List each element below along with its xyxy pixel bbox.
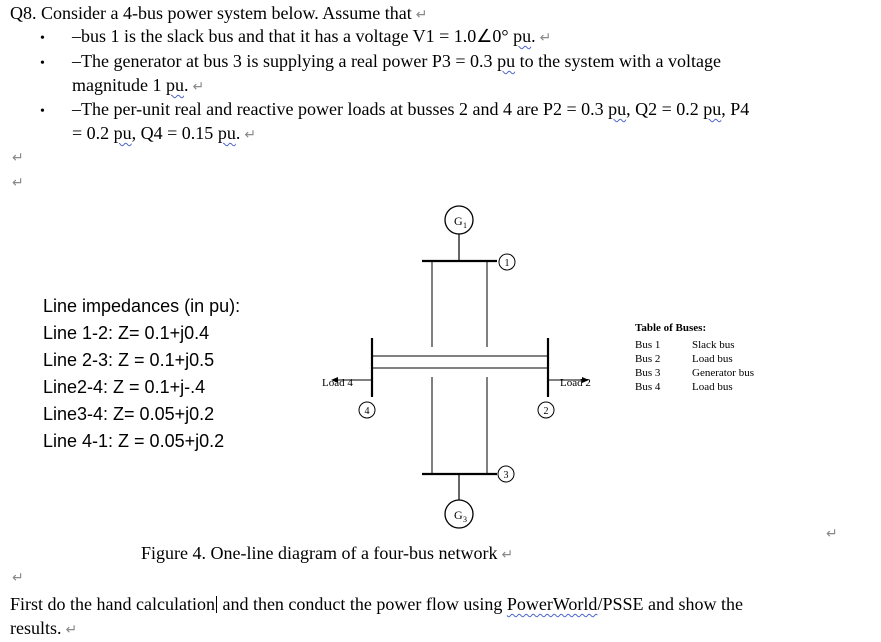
svg-text:1: 1 xyxy=(504,258,510,269)
text-cursor xyxy=(216,596,217,613)
bus-table-row: Bus 1 xyxy=(635,339,661,351)
impedance-line-1-2: Line 1-2: Z= 0.1+j0.4 xyxy=(43,323,210,343)
bullet-1-text: –bus 1 is the slack bus and that it has a voltage V1 = 1.0∠0° pu. ↵ xyxy=(72,26,552,46)
bus-table-row-type: Generator bus xyxy=(692,367,755,379)
bus-table-row-type: Load bus xyxy=(692,353,733,365)
paragraph-mark: ↵ xyxy=(12,176,24,191)
impedance-title: Line impedances (in pu): xyxy=(43,296,241,316)
svg-text:3: 3 xyxy=(503,470,509,481)
bullet-2-text-line1: –The generator at bus 3 is supplying a real power P3 = 0.3 pu to the system with a voltage xyxy=(72,51,722,71)
load-2-label: Load 2 xyxy=(560,377,591,389)
paragraph-mark: ↵ xyxy=(12,151,24,166)
powerworld-link[interactable]: PowerWorld xyxy=(506,594,598,614)
figure-caption: Figure 4. One-line diagram of a four-bus network ↵ xyxy=(141,543,514,563)
bus-table-row: Bus 4 xyxy=(635,381,661,393)
paragraph-mark: ↵ xyxy=(826,527,838,542)
bus-1-label xyxy=(499,254,515,270)
impedance-line-2-3: Line 2-3: Z = 0.1+j0.5 xyxy=(43,350,215,370)
svg-text:1: 1 xyxy=(463,221,467,230)
bus-table-row: Bus 2 xyxy=(635,353,661,365)
svg-text:G: G xyxy=(454,214,463,228)
paragraph-mark: ↵ xyxy=(12,571,24,586)
bus-table-title: Table of Buses: xyxy=(635,322,707,334)
load-4-label: Load 4 xyxy=(322,377,353,389)
instruction-line-1: First do the hand calculation and then conduct the power flow using PowerWorld/PSSE and show the xyxy=(10,594,743,614)
impedance-line-2-4: Line2-4: Z = 0.1+j-.4 xyxy=(43,377,206,397)
bullet-3-text-line1: –The per-unit real and reactive power loads at busses 2 and 4 are P2 = 0.3 pu, Q2 = 0.2 pu, P4 xyxy=(72,99,750,119)
bus-2-label xyxy=(538,402,554,418)
bullet-2-text-line2: magnitude 1 pu. ↵ xyxy=(72,75,205,95)
generator-1-icon xyxy=(445,206,473,234)
bus-table-row-type: Load bus xyxy=(692,381,733,393)
bullet-marker: • xyxy=(40,31,45,46)
svg-text:4: 4 xyxy=(364,406,370,417)
bus-3-label xyxy=(498,466,514,482)
instruction-line-2: results. ↵ xyxy=(10,618,78,638)
svg-text:2: 2 xyxy=(543,406,549,417)
bullet-marker: • xyxy=(40,104,45,119)
bullet-marker: • xyxy=(40,56,45,71)
generator-3-icon xyxy=(445,500,473,528)
bus-table-row-type: Slack bus xyxy=(692,339,735,351)
bus-4-label xyxy=(359,402,375,418)
svg-text:G: G xyxy=(454,508,463,522)
impedance-line-3-4: Line3-4: Z= 0.05+j0.2 xyxy=(43,404,215,424)
impedance-line-4-1: Line 4-1: Z = 0.05+j0.2 xyxy=(43,431,225,451)
svg-text:3: 3 xyxy=(463,515,467,524)
question-heading: Q8. Consider a 4-bus power system below. Assume that ↵ xyxy=(10,3,428,23)
bullet-3-text-line2: = 0.2 pu, Q4 = 0.15 pu. ↵ xyxy=(72,123,257,143)
bus-table-row: Bus 3 xyxy=(635,367,661,379)
